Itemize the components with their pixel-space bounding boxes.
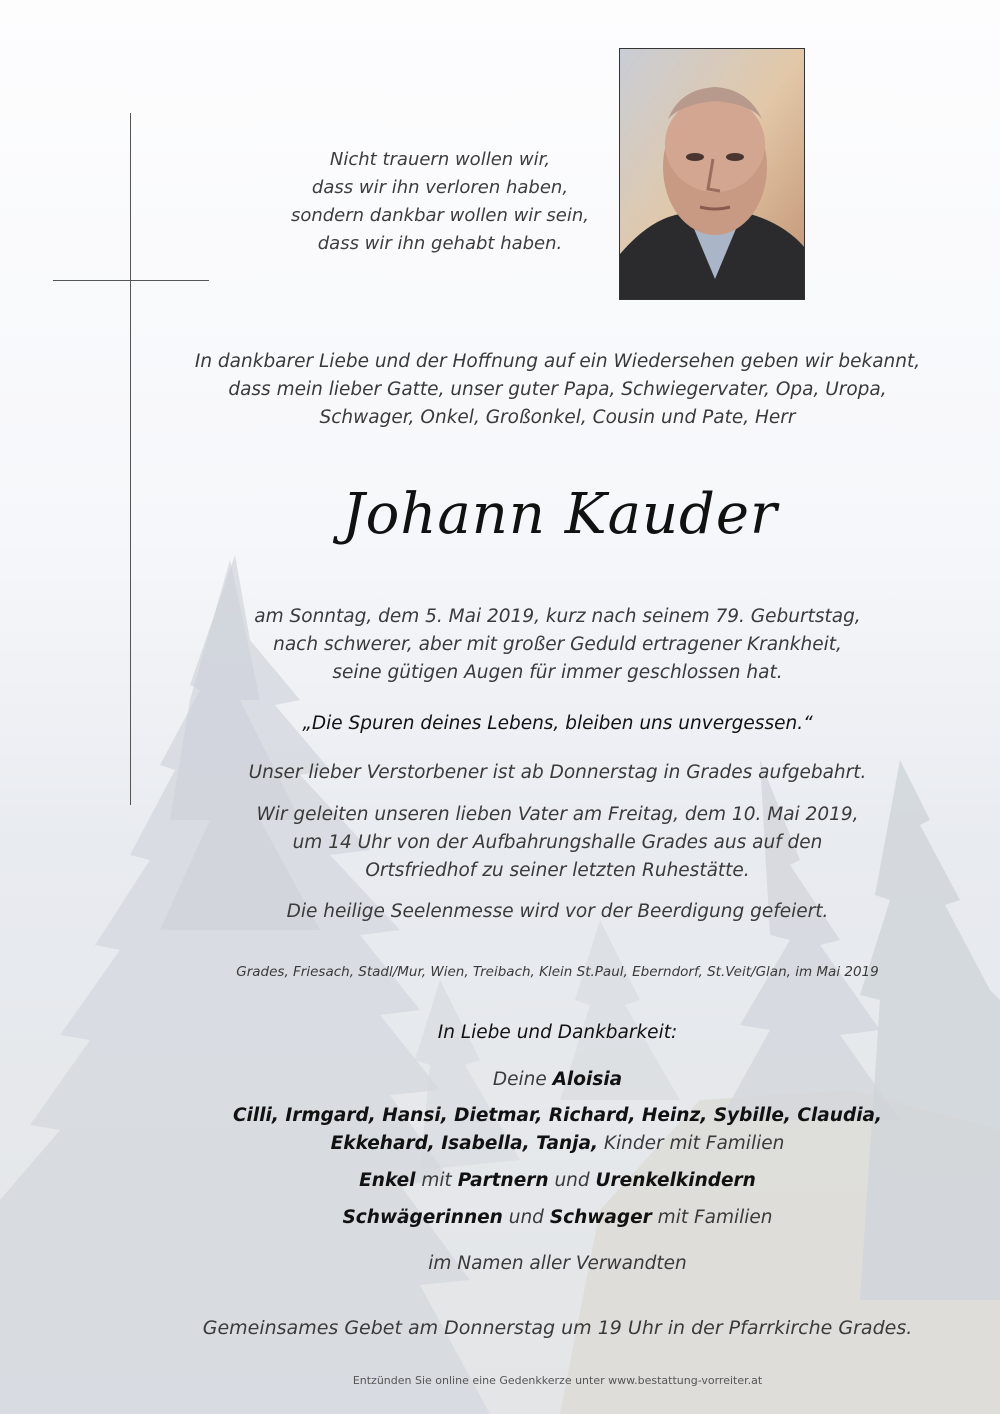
grand-word: und — [554, 1170, 590, 1191]
intro-line: dass mein lieber Gatte, unser guter Papa, Schwiegervater, Opa, Uropa, — [228, 379, 887, 400]
inlaws-word: Schwager — [549, 1207, 652, 1228]
memorial-poem — [240, 146, 640, 258]
announcement-intro — [190, 348, 925, 432]
wife-name: Aloisia — [552, 1069, 623, 1090]
intro-line: Schwager, Onkel, Großonkel, Cousin und Pate, Herr — [319, 407, 796, 428]
funeral-line: Wir geleiten unseren lieben Vater am Freitag, dem 10. Mai 2019, — [256, 804, 859, 825]
children-names: Ekkehard, Isabella, Tanja, — [330, 1133, 599, 1154]
wife-prefix: Deine — [492, 1069, 547, 1090]
grand-word: mit — [421, 1170, 452, 1191]
death-notice — [230, 603, 885, 687]
poem-line: dass wir ihn verloren haben, — [311, 177, 569, 198]
children-names-line: Cilli, Irmgard, Hansi, Dietmar, Richard, Heinz, Sybille, Claudia, — [232, 1105, 883, 1126]
poem-line: sondern dankbar wollen wir sein, — [290, 205, 590, 226]
inlaws-word: und — [508, 1207, 544, 1228]
cross-horizontal-line — [53, 280, 209, 281]
inlaws-word: mit Familien — [657, 1207, 773, 1228]
funeral-line: um 14 Uhr von der Aufbahrungshalle Grades aus auf den — [292, 832, 823, 853]
funeral-line: Ortsfriedhof zu seiner letzten Ruhestätte. — [365, 860, 750, 881]
family-children — [230, 1102, 885, 1158]
places-date-line: Grades, Friesach, Stadl/Mur, Wien, Treibach, Klein St.Paul, Eberndorf, St.Veit/Glan, im Mai 2019 — [236, 964, 879, 980]
death-line: seine gütigen Augen für immer geschlossen hat. — [332, 662, 783, 683]
family-grandchildren — [230, 1167, 885, 1195]
portrait-photo — [619, 48, 805, 300]
grand-word: Urenkelkindern — [595, 1170, 756, 1191]
thanks-heading: In Liebe und Dankbarkeit: — [437, 1022, 678, 1043]
grand-word: Enkel — [359, 1170, 416, 1191]
death-line: nach schwerer, aber mit großer Geduld ertragener Krankheit, — [273, 634, 842, 655]
family-inlaws — [230, 1204, 885, 1232]
inlaws-word: Schwägerinnen — [342, 1207, 503, 1228]
children-line-2 — [230, 1130, 885, 1158]
death-line: am Sonntag, dem 5. Mai 2019, kurz nach seinem 79. Geburtstag, — [254, 606, 861, 627]
footer-candle-note: Entzünden Sie online eine Gedenkkerze unter www.bestattung-vorreiter.at — [352, 1374, 763, 1387]
grand-word: Partnern — [457, 1170, 549, 1191]
family-wife — [230, 1066, 885, 1094]
poem-line: Nicht trauern wollen wir, — [329, 149, 551, 170]
prayer-notice: Gemeinsames Gebet am Donnerstag um 19 Uhr in der Pfarrkirche Grades. — [202, 1317, 913, 1339]
cross-vertical-line — [130, 113, 131, 805]
intro-line: In dankbarer Liebe und der Hoffnung auf ein Wiedersehen geben wir bekannt, — [194, 351, 921, 372]
family-relatives: im Namen aller Verwandten — [428, 1253, 687, 1274]
children-suffix: Kinder mit Familien — [603, 1133, 785, 1154]
funeral-notice — [230, 801, 885, 885]
memorial-quote: „Die Spuren deines Lebens, bleiben uns unvergessen.“ — [302, 713, 813, 734]
poem-line: dass wir ihn gehabt haben. — [317, 233, 563, 254]
deceased-name: Johann Kauder — [342, 482, 778, 547]
mass-notice: Die heilige Seelenmesse wird vor der Beerdigung gefeiert. — [286, 901, 829, 922]
viewing-notice: Unser lieber Verstorbener ist ab Donnerstag in Grades aufgebahrt. — [248, 762, 867, 783]
